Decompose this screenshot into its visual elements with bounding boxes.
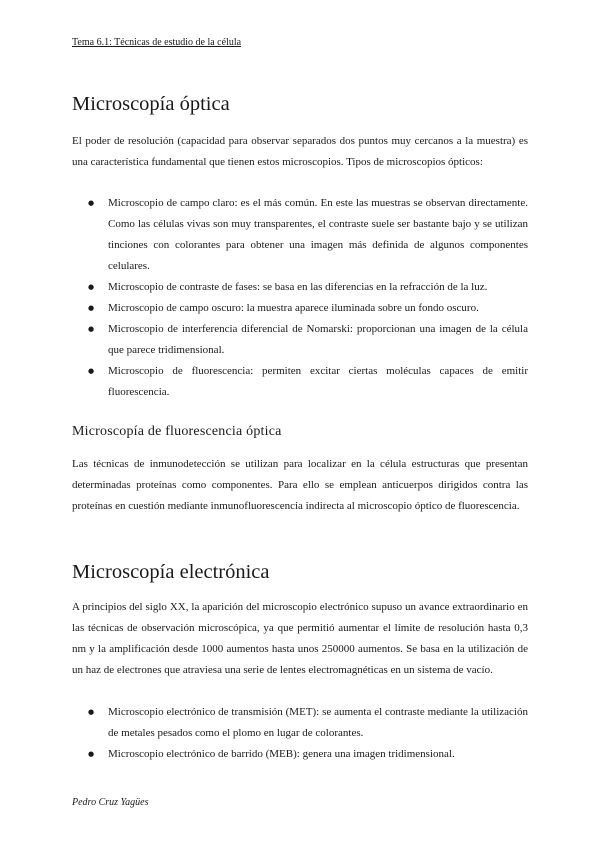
section-intro-fluorescencia: Las técnicas de inmunodetección se utilizan para localizar en la célula estructuras que presentan determinadas proteínas como componentes. Para ello se emplean anticuerpos dirigidos contra las proteínas en cuestión mediante inmunofluorescencia indirecta al microscopio óptico de fluorescencia. <box>72 458 528 512</box>
section-title-microscopia-optica: Microscopía óptica <box>72 93 230 115</box>
section-intro-microscopia-optica: El poder de resolución (capacidad para observar separados dos puntos muy cercanos a la muestra) es una característica fundamental que tienen estos microscopios. Tipos de microscopios ópticos: <box>72 135 528 168</box>
section-title-fluorescencia: Microscopía de fluorescencia óptica <box>72 424 282 439</box>
list-item: ● Microscopio de campo claro: es el más común. En este las muestras se observan directamente. Como las células vivas son muy transparentes, el contraste suele ser bastante bajo y se utilizan tinciones con colorantes para obtener una imagen más definida de algunos componentes celulares. <box>72 193 528 277</box>
list-item: ● Microscopio de fluorescencia: permiten excitar ciertas moléculas capaces de emitir fluorescencia. <box>72 361 528 403</box>
list-item: ● Microscopio de interferencia diferencial de Nomarski: proporcionan una imagen de la célula que parece tridimensional. <box>72 319 528 361</box>
section-intro-microscopia-electronica: A principios del siglo XX, la aparición del microscopio electrónico supuso un avance extraordinario en las técnicas de observación microscópica, ya que permitió aumentar el límite de resolución hasta 0,3 nm y la amplificación desde 1000 aumentos hasta unos 250000 aumentos. Se basa en la utilización de un haz de electrones que atraviesa una serie de lentes electromagnéticas en un sistema de vacío. <box>72 601 528 676</box>
page-footer-author: Pedro Cruz Yagües <box>72 797 149 808</box>
list-item: ● Microscopio de contraste de fases: se basa en las diferencias en la refracción de la luz. <box>72 277 528 298</box>
list-item: ● Microscopio de campo oscuro: la muestra aparece iluminada sobre un fondo oscuro. <box>72 298 528 319</box>
list-item: ● Microscopio electrónico de barrido (MEB): genera una imagen tridimensional. <box>72 744 528 765</box>
optical-microscope-list <box>72 193 528 403</box>
section-title-microscopia-electronica: Microscopía electrónica <box>72 561 270 583</box>
page-header: Tema 6.1: Técnicas de estudio de la célula <box>72 37 242 48</box>
electron-microscope-list <box>72 702 528 765</box>
list-item: ● Microscopio electrónico de transmisión (MET): se aumenta el contraste mediante la utilización de metales pesados como el plomo en lugar de colorantes. <box>72 702 528 744</box>
